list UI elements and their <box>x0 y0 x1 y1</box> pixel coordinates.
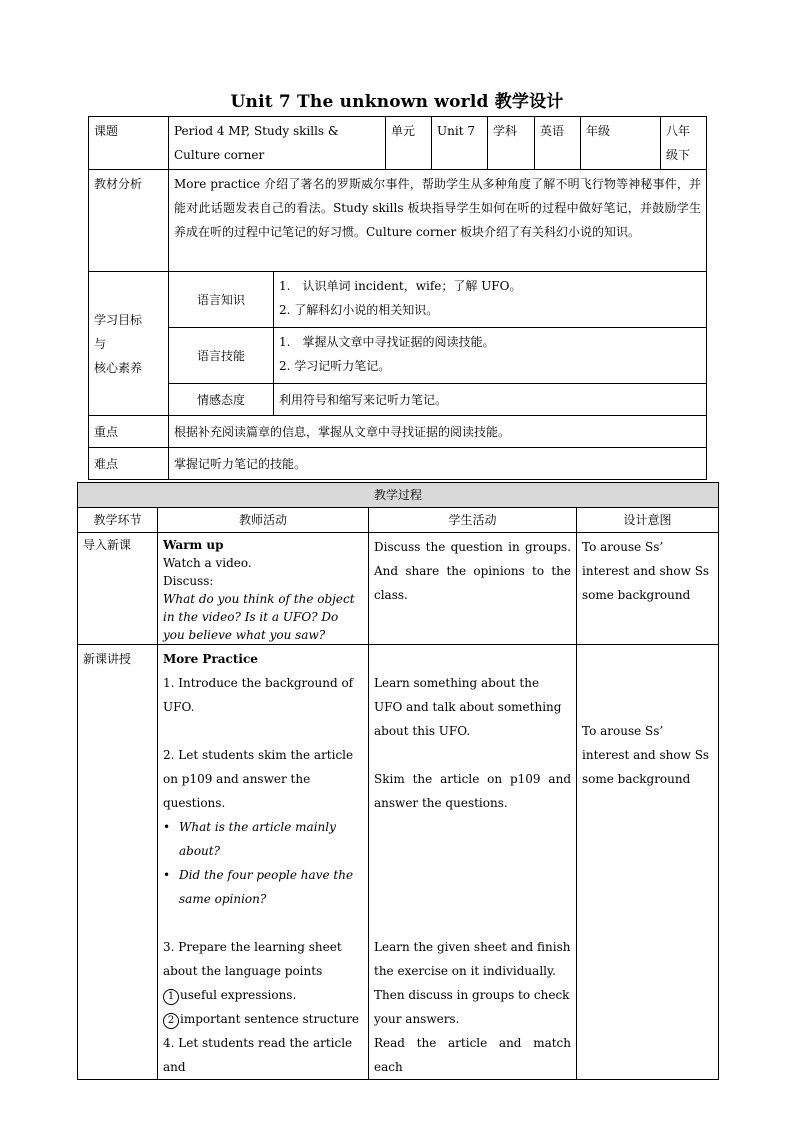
more-practice-title: More Practice <box>163 652 258 666</box>
warmup-student-activity: Discuss the question in groups. And share the opinions to the class. <box>369 533 577 645</box>
circled-number: 2 <box>163 1013 179 1029</box>
teaching-process-table <box>77 482 719 1080</box>
attitude-text: 利用符号和缩写来记听力笔记。 <box>274 384 707 416</box>
analysis-label: 教材分析 <box>89 170 169 272</box>
question-text: Did the four people have the same opinion? <box>179 868 354 906</box>
question-bullet: • What is the article mainly about? <box>163 815 363 863</box>
process-header: 教学过程 <box>78 483 719 508</box>
student-step: Read the article and match each <box>374 1036 571 1074</box>
document-title: Unit 7 The unknown world 教学设计 <box>230 92 564 112</box>
warmup-line: Discuss: <box>163 574 214 588</box>
sub-point <box>163 1007 363 1031</box>
teacher-step: 3. Prepare the learning sheet about the language points <box>163 940 342 978</box>
knowledge-label: 语言知识 <box>169 272 274 328</box>
goals-label-line1: 学习目标 <box>94 312 143 327</box>
lesson-info-table <box>88 116 707 480</box>
question-text: What is the article mainly about? <box>179 820 336 858</box>
warmup-line: Watch a video. <box>163 556 252 570</box>
stage-warmup: 导入新课 <box>78 533 158 645</box>
teacher-step: 2. Let students skim the article on p109 and answer the questions. <box>163 748 354 810</box>
key-point-label: 重点 <box>89 416 169 448</box>
knowledge-item: 1. 认识单词 incident，wife；了解 UFO。 <box>279 279 522 293</box>
column-header: 教学环节 <box>78 508 158 533</box>
attitude-label: 情感态度 <box>169 384 274 416</box>
goals-label-line2: 与 <box>94 336 107 351</box>
warmup-purpose: To arouse Ss’ interest and show Ss some background <box>577 533 719 645</box>
goals-label <box>89 272 169 416</box>
difficulty-text: 掌握记听力笔记的技能。 <box>169 448 707 480</box>
sub-point-text: useful expressions. <box>180 988 297 1002</box>
knowledge-items <box>274 272 707 328</box>
column-header: 学生活动 <box>369 508 577 533</box>
teacher-step: 1. Introduce the background of UFO. <box>163 676 354 714</box>
course-label: 课题 <box>89 117 169 170</box>
teacher-step: 4. Let students read the article and <box>163 1036 353 1074</box>
grade-label: 年级 <box>581 117 661 170</box>
key-point-text: 根据补充阅读篇章的信息，掌握从文章中寻找证据的阅读技能。 <box>169 416 707 448</box>
sub-point <box>163 983 363 1007</box>
skills-label: 语言技能 <box>169 328 274 384</box>
column-header: 设计意图 <box>577 508 719 533</box>
unit-value: Unit 7 <box>432 117 488 170</box>
analysis-text: More practice 介绍了著名的罗斯威尔事件，帮助学生从多种角度了解不明飞行物等神秘事件，并能对此话题发表自己的看法。Study skills 板块指导学生如何在听的过程中做好笔记，并鼓励学生养成在听的过程中记笔记的好习惯。Culture corner 板块介绍了有关科幻小说的知识。 <box>169 170 707 272</box>
skills-item: 1. 掌握从文章中寻找证据的阅读技能。 <box>279 335 495 349</box>
purpose-text: To arouse Ss’ interest and show Ss some background <box>582 724 710 786</box>
new-lesson-purpose <box>577 645 719 1080</box>
question-bullet: • Did the four people have the same opinion? <box>163 863 363 911</box>
subject-value: 英语 <box>535 117 581 170</box>
skills-item: 2. 学习记听力笔记。 <box>279 359 391 373</box>
stage-new-lesson: 新课讲授 <box>78 645 158 1080</box>
grade-value: 八年级下 <box>661 117 707 170</box>
warmup-title: Warm up <box>163 538 224 552</box>
difficulty-label: 难点 <box>89 448 169 480</box>
knowledge-item: 2. 了解科幻小说的相关知识。 <box>279 303 439 317</box>
student-step: Learn the given sheet and finish the exercise on it individually. Then discuss in groups to check your answers. <box>374 940 571 1026</box>
unit-label: 单元 <box>386 117 432 170</box>
warmup-teacher-activity <box>158 533 369 645</box>
new-lesson-student-activity <box>369 645 577 1080</box>
course-value: Period 4 MP, Study skills & Culture corner <box>169 117 386 170</box>
column-header: 教师活动 <box>158 508 369 533</box>
skills-items <box>274 328 707 384</box>
circled-number: 1 <box>163 989 179 1005</box>
warmup-question: What do you think of the object in the video? Is it a UFO? Do you believe what you saw? <box>163 592 355 642</box>
student-step: Learn something about the UFO and talk about something about this UFO. <box>374 676 562 738</box>
student-step: Skim the article on p109 and answer the questions. <box>374 772 571 810</box>
goals-label-line3: 核心素养 <box>94 360 143 375</box>
sub-point-text: important sentence structure <box>180 1012 360 1026</box>
new-lesson-teacher-activity <box>158 645 369 1080</box>
subject-label: 学科 <box>488 117 535 170</box>
